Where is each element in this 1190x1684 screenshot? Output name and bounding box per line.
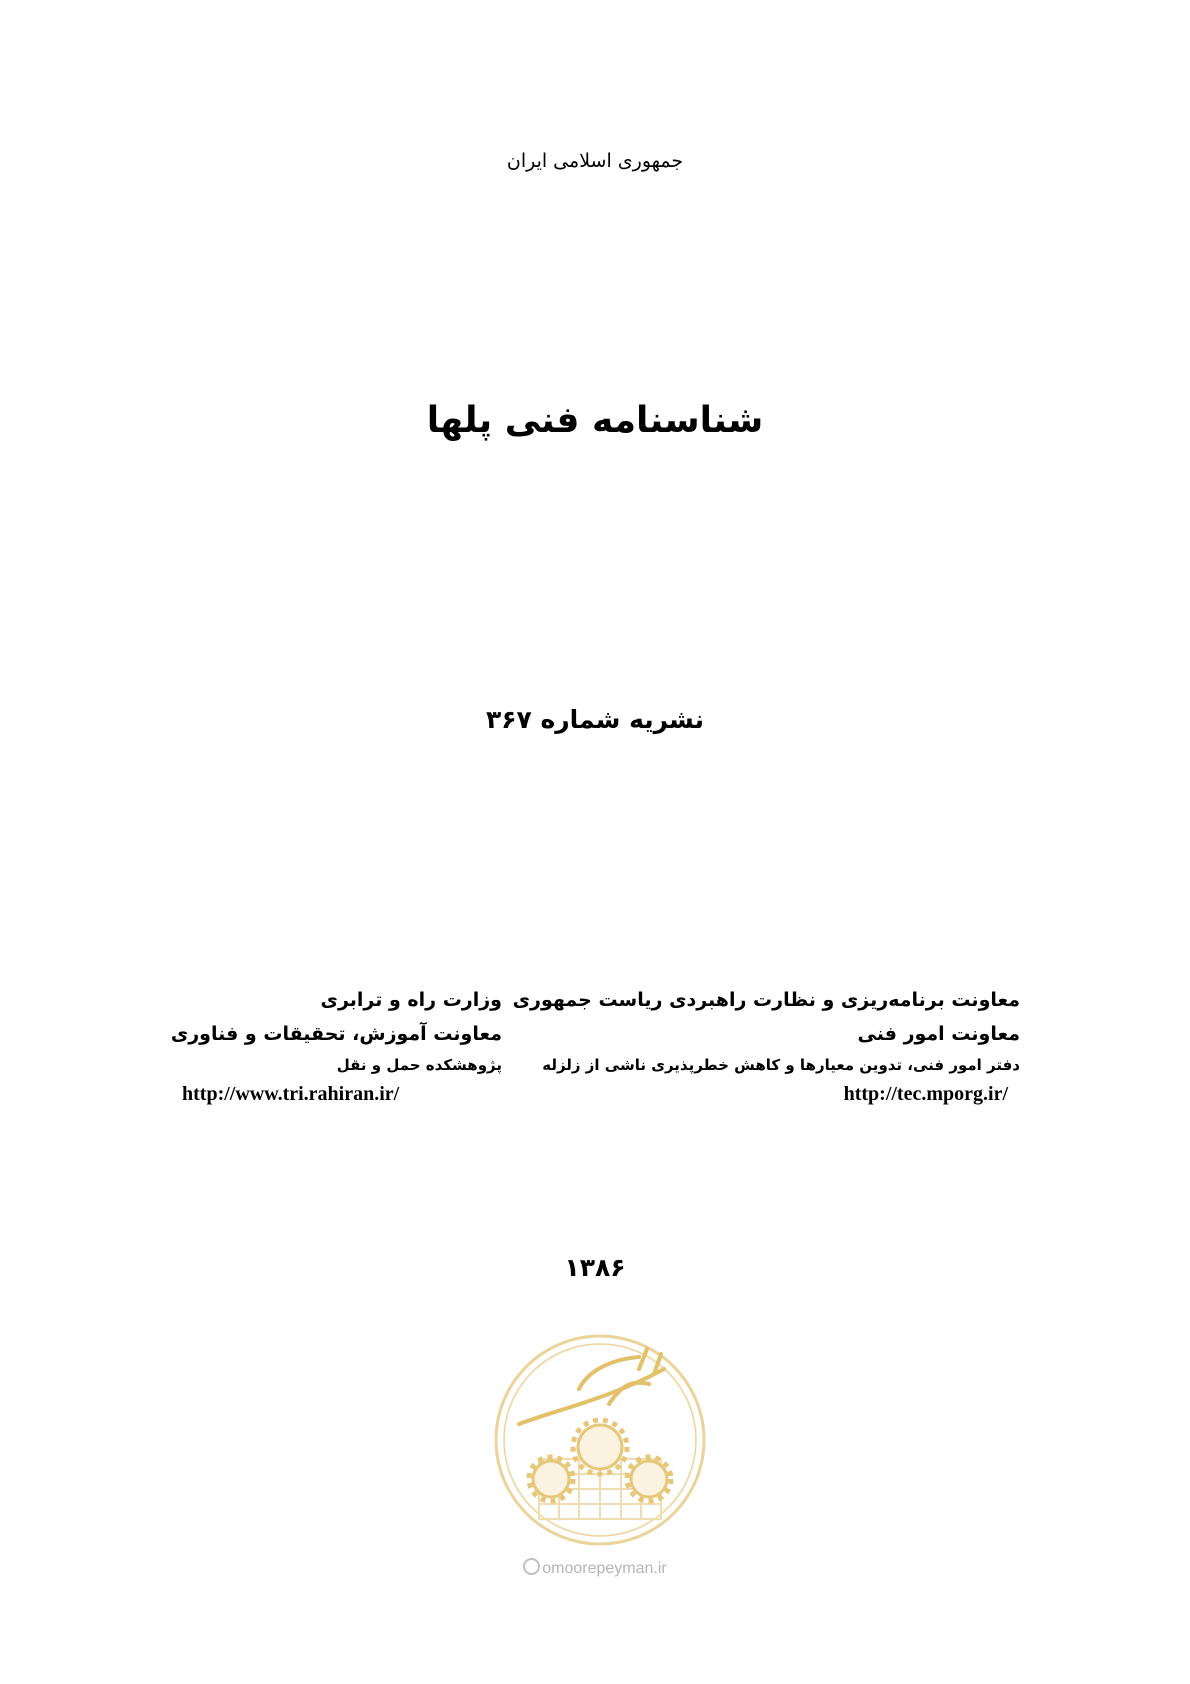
publisher-left-line2: معاونت آموزش، تحقیقات و فناوری: [170, 1023, 502, 1045]
watermark-seal: [489, 1329, 711, 1551]
seal-icon: [489, 1329, 711, 1551]
document-title: شناسنامه فنی پلها: [426, 400, 764, 441]
web-icon: [523, 1558, 540, 1575]
publisher-block-right: [500, 983, 1020, 1109]
publisher-block-left: [170, 983, 502, 1109]
country-name: جمهوری اسلامی ایران: [506, 150, 684, 172]
watermark-caption-text: omoorepeyman.ir: [542, 1560, 667, 1577]
publisher-right-line2: معاونت امور فنی: [857, 1023, 1020, 1045]
publication-number: نشریه شماره ۳۶۷: [486, 705, 704, 734]
publisher-right-line3: دفتر امور فنی، تدوین معیارها و کاهش خطرپذیری ناشی از زلزله: [542, 1056, 1020, 1074]
watermark-caption: [0, 1558, 1190, 1578]
publisher-left-url[interactable]: http://www.tri.rahiran.ir/: [182, 1083, 400, 1105]
publisher-left-line3: پژوهشکده حمل و نقل: [336, 1056, 502, 1074]
publisher-right-url[interactable]: http://tec.mporg.ir/: [843, 1083, 1008, 1105]
publisher-right-line1: معاونت برنامه‌ریزی و نظارت راهبردی ریاست جمهوری: [512, 989, 1020, 1011]
publisher-left-line1: وزارت راه و ترابری: [320, 989, 502, 1011]
publication-year: ۱۳۸۶: [564, 1253, 626, 1282]
